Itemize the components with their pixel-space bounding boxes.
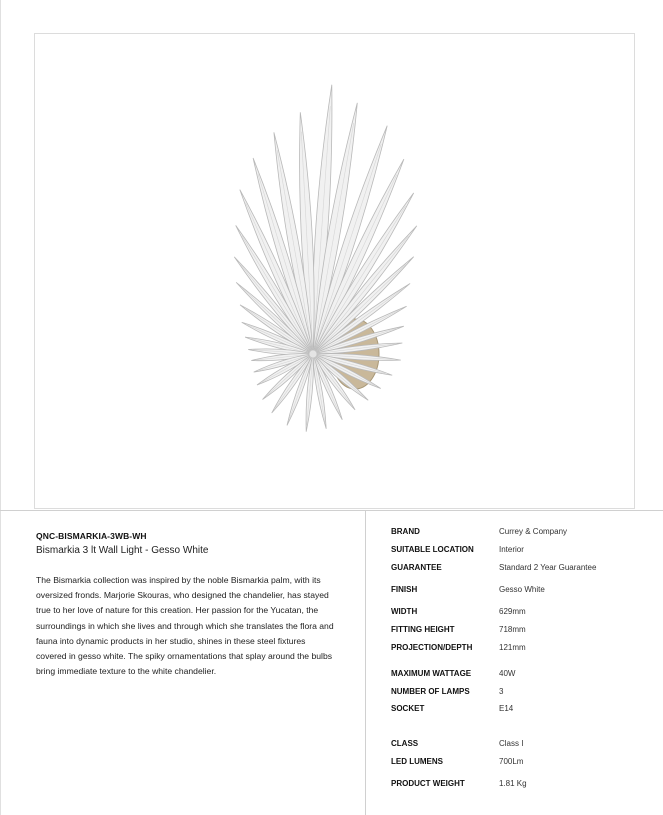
palm-frond-wall-light-illustration [35,34,635,509]
spec-value: 718mm [499,625,526,634]
column-divider [365,510,366,815]
spec-value: 1.81 Kg [499,779,527,788]
spec-value: Currey & Company [499,527,568,536]
spec-label: GUARANTEE [391,563,442,572]
spec-row-location [391,545,641,557]
product-title: Bismarkia 3 lt Wall Light - Gesso White [36,545,209,556]
spec-value: Interior [499,545,524,554]
spec-row-guarantee [391,563,641,575]
spec-label: WIDTH [391,607,418,616]
spec-label: CLASS [391,739,419,748]
spec-label: MAXIMUM WATTAGE [391,669,472,678]
spec-row-socket [391,704,641,716]
spec-row-finish [391,585,641,597]
product-description: The Bismarkia collection was inspired by the noble Bismarkia palm, with its oversized fronds. Marjorie Skouras, who designed the chandelier, has stayed true to her love of nature for this creation. Her passion for the Yucatan, the surroundings in which she lives and through which she translates the flora and fauna into dynamic products in her studio, shines in these steel fixtures covered in gesso white. The spiky ornamentations that splay around the bulbs bring immediate texture to the white chandelier. [36,575,334,677]
frond-group [234,85,416,432]
frond-center-hub [309,350,317,358]
product-image [34,33,635,509]
spec-label: NUMBER OF LAMPS [391,687,470,696]
spec-row-projection [391,643,641,655]
spec-value: 629mm [499,607,526,616]
spec-value: E14 [499,704,514,713]
spec-row-weight [391,779,641,791]
spec-value: Class I [499,739,524,748]
product-code: QNC-BISMARKIA-3WB-WH [36,531,147,541]
spec-label: BRAND [391,527,420,536]
spec-row-width [391,607,641,619]
spec-row-wattage [391,669,641,681]
spec-value: 3 [499,687,504,696]
spec-label: FINISH [391,585,418,594]
spec-label: LED LUMENS [391,757,443,766]
spec-value: Standard 2 Year Guarantee [499,563,597,572]
spec-value: 700Lm [499,757,524,766]
spec-value: 121mm [499,643,526,652]
spec-value: 40W [499,669,516,678]
spec-label: SUITABLE LOCATION [391,545,474,554]
spec-label: PROJECTION/DEPTH [391,643,473,652]
spec-label: PRODUCT WEIGHT [391,779,465,788]
spec-row-lumens [391,757,641,769]
spec-row-lamps [391,687,641,699]
spec-row-fitting-height [391,625,641,637]
spec-label: FITTING HEIGHT [391,625,455,634]
page-edge [0,0,1,815]
spec-row-class [391,739,641,751]
section-divider [0,510,663,511]
spec-label: SOCKET [391,704,425,713]
spec-value: Gesso White [499,585,545,594]
spec-row-brand [391,527,641,539]
